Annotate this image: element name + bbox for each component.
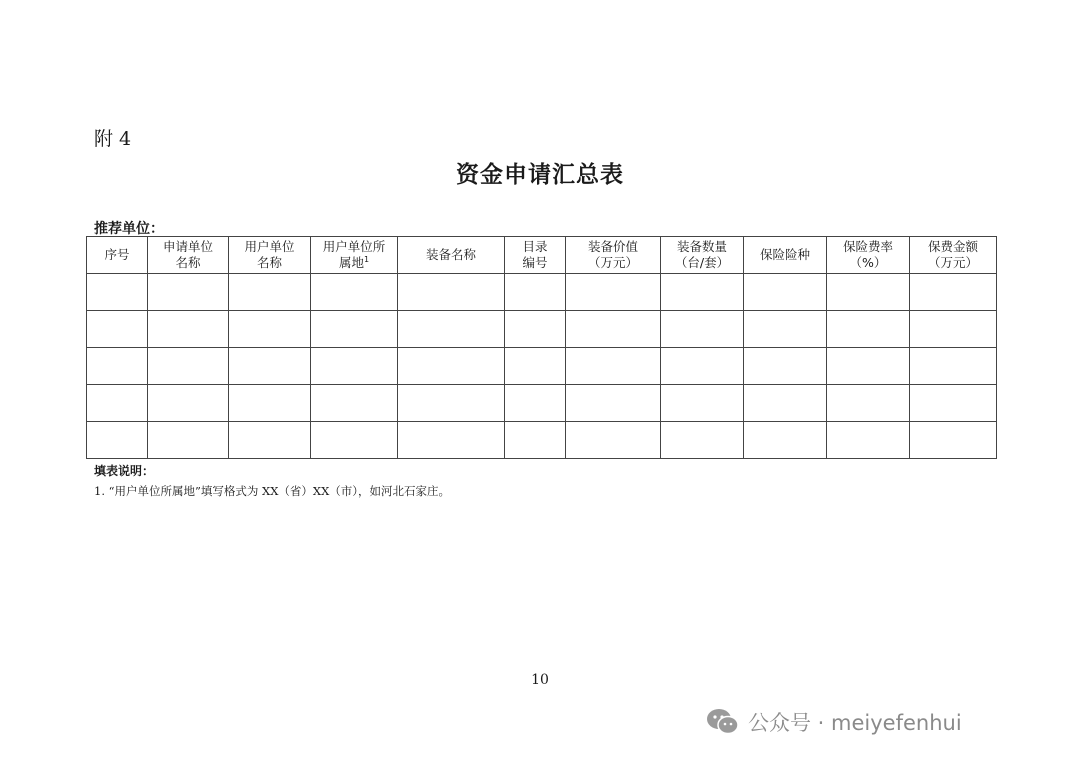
column-header-text: （万元） (587, 255, 638, 270)
table-cell[interactable] (910, 422, 997, 459)
column-header-text: （%） (849, 255, 887, 270)
table-row (87, 311, 997, 348)
table-cell[interactable] (744, 348, 827, 385)
table-cell[interactable] (148, 274, 229, 311)
table-cell[interactable] (229, 348, 311, 385)
table-cell[interactable] (311, 422, 398, 459)
column-header-line (566, 255, 660, 271)
table-cell[interactable] (505, 348, 566, 385)
table-cell[interactable] (398, 422, 505, 459)
column-header-text: 名称 (175, 255, 201, 270)
column-header (661, 237, 744, 274)
table-cell[interactable] (311, 274, 398, 311)
table-cell[interactable] (311, 348, 398, 385)
table-cell[interactable] (661, 385, 744, 422)
table-cell[interactable] (827, 311, 910, 348)
column-header (87, 237, 148, 274)
table-cell[interactable] (827, 348, 910, 385)
table-cell[interactable] (827, 422, 910, 459)
footnote-marker: 1 (363, 254, 370, 264)
table-cell[interactable] (566, 348, 661, 385)
table-cell[interactable] (910, 274, 997, 311)
column-header-line (910, 255, 996, 271)
table-cell[interactable] (505, 311, 566, 348)
column-header (910, 237, 997, 274)
table-cell[interactable] (505, 422, 566, 459)
column-header-text: 名称 (256, 255, 282, 270)
table-cell[interactable] (87, 385, 148, 422)
column-header (229, 237, 311, 274)
table-cell[interactable] (744, 385, 827, 422)
table-cell[interactable] (229, 311, 311, 348)
column-header-line (311, 255, 397, 271)
attachment-label: 附 4 (94, 128, 132, 150)
table-row (87, 385, 997, 422)
table-cell[interactable] (827, 385, 910, 422)
table-row (87, 348, 997, 385)
column-header-text: 属地 (338, 255, 364, 270)
column-header-line: 装备名称 (425, 247, 476, 262)
table-cell[interactable] (661, 311, 744, 348)
table-cell[interactable] (505, 274, 566, 311)
table-cell[interactable] (566, 422, 661, 459)
column-header-line: 用户单位 (244, 239, 295, 254)
column-header-line (827, 255, 909, 271)
column-header-line: 保费金额 (927, 239, 978, 254)
column-header-line (148, 255, 228, 271)
table-cell[interactable] (827, 274, 910, 311)
table-cell[interactable] (744, 274, 827, 311)
table-cell[interactable] (148, 422, 229, 459)
table-cell[interactable] (148, 311, 229, 348)
table-cell[interactable] (910, 311, 997, 348)
column-header-line: 用户单位所 (322, 239, 386, 254)
notes-title: 填表说明： (94, 464, 155, 478)
column-header (744, 237, 827, 274)
table-cell[interactable] (398, 348, 505, 385)
page-number: 10 (531, 672, 549, 688)
column-header-line: 目录 (522, 239, 548, 254)
wechat-icon (706, 707, 740, 737)
table-cell[interactable] (566, 385, 661, 422)
table-cell[interactable] (87, 274, 148, 311)
column-header-line (505, 255, 565, 271)
table-cell[interactable] (744, 311, 827, 348)
recommend-unit-label: 推荐单位： (94, 221, 164, 237)
column-header (148, 237, 229, 274)
table-cell[interactable] (910, 385, 997, 422)
table-header-row (87, 237, 997, 274)
table-row (87, 422, 997, 459)
table-cell[interactable] (87, 311, 148, 348)
table-cell[interactable] (148, 348, 229, 385)
note-item: 1. “用户单位所属地”填写格式为 XX（省）XX（市），如河北石家庄。 (94, 484, 451, 498)
column-header-text: 编号 (522, 255, 548, 270)
table-cell[interactable] (148, 385, 229, 422)
table-cell[interactable] (311, 311, 398, 348)
table-cell[interactable] (229, 274, 311, 311)
column-header-line (229, 255, 310, 271)
table-cell[interactable] (398, 274, 505, 311)
column-header-line: 保险费率 (842, 239, 893, 254)
table-cell[interactable] (87, 348, 148, 385)
column-header (311, 237, 398, 274)
table-cell[interactable] (661, 274, 744, 311)
column-header-line: 序号 (104, 247, 130, 262)
column-header-line (661, 255, 743, 271)
table-cell[interactable] (87, 422, 148, 459)
table-cell[interactable] (505, 385, 566, 422)
table-cell[interactable] (910, 348, 997, 385)
column-header-line: 保险险种 (759, 247, 810, 262)
table-cell[interactable] (229, 422, 311, 459)
summary-table (86, 236, 997, 459)
column-header-line: 装备数量 (676, 239, 727, 254)
watermark (706, 702, 962, 742)
table-cell[interactable] (311, 385, 398, 422)
watermark-text: 公众号 · meiyefenhui (748, 711, 962, 735)
table-cell[interactable] (744, 422, 827, 459)
column-header (566, 237, 661, 274)
table-cell[interactable] (398, 385, 505, 422)
column-header-text: （台/套） (674, 255, 730, 270)
document-title: 资金申请汇总表 (456, 161, 624, 188)
column-header (505, 237, 566, 274)
table-cell[interactable] (566, 274, 661, 311)
table-cell[interactable] (229, 385, 311, 422)
table-cell[interactable] (661, 422, 744, 459)
column-header-line: 装备价值 (587, 239, 638, 254)
table-cell[interactable] (398, 311, 505, 348)
column-header (398, 237, 505, 274)
table-row (87, 274, 997, 311)
table-cell[interactable] (661, 348, 744, 385)
column-header-line: 申请单位 (162, 239, 213, 254)
table-cell[interactable] (566, 311, 661, 348)
column-header-text: （万元） (927, 255, 978, 270)
column-header (827, 237, 910, 274)
